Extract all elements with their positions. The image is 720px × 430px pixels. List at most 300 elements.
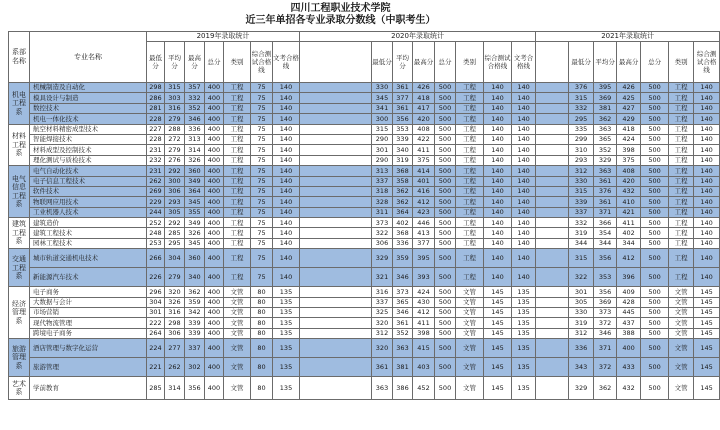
spacer-cell: [300, 134, 372, 144]
score-cell: 135: [512, 297, 536, 307]
score-cell: 文管: [669, 308, 694, 318]
score-cell: 500: [435, 377, 456, 400]
score-cell: 140: [512, 124, 536, 134]
spacer-cell: [300, 218, 372, 228]
score-cell: 140: [484, 155, 512, 165]
score-cell: 500: [641, 103, 669, 113]
major-name-cell: 市场营销: [30, 308, 147, 318]
score-cell: 工程: [669, 249, 694, 268]
admission-score-table: [8, 31, 720, 400]
table-row: [9, 197, 720, 207]
score-cell: 412: [413, 308, 435, 318]
score-cell: 346: [393, 268, 413, 287]
table-row: [9, 155, 720, 165]
score-cell: 417: [413, 103, 435, 113]
score-cell: 352: [185, 103, 205, 113]
table-row: [9, 339, 720, 358]
score-cell: 422: [413, 134, 435, 144]
score-cell: 工程: [669, 238, 694, 248]
score-cell: 272: [165, 134, 185, 144]
score-cell: 75: [251, 207, 273, 217]
score-cell: 145: [694, 287, 720, 297]
score-cell: 文管: [456, 308, 484, 318]
spacer-cell: [300, 358, 372, 377]
score-cell: 500: [435, 358, 456, 377]
score-cell: 500: [435, 249, 456, 268]
score-cell: 140: [512, 238, 536, 248]
spacer-cell: [536, 287, 569, 297]
score-cell: 362: [393, 186, 413, 196]
score-cell: 336: [393, 238, 413, 248]
score-cell: 140: [512, 155, 536, 165]
major-name-cell: 模具设计与制造: [30, 93, 147, 103]
spacer-cell: [536, 145, 569, 155]
score-cell: 326: [185, 155, 205, 165]
score-cell: 140: [273, 103, 300, 113]
score-cell: 375: [617, 155, 641, 165]
score-cell: 工程: [456, 114, 484, 124]
col-comprehensive-line: 综合测试合格线: [251, 42, 273, 83]
score-cell: 500: [641, 328, 669, 338]
score-cell: 500: [435, 114, 456, 124]
score-cell: 372: [594, 318, 617, 328]
score-cell: 381: [594, 103, 617, 113]
score-cell: 140: [694, 166, 720, 176]
score-cell: 工程: [224, 103, 251, 113]
score-cell: 文管: [669, 328, 694, 338]
col-max: 最高分: [413, 42, 435, 83]
table-body: [9, 83, 720, 400]
score-cell: 140: [512, 249, 536, 268]
score-cell: 352: [393, 328, 413, 338]
score-cell: 316: [372, 287, 393, 297]
score-cell: 75: [251, 124, 273, 134]
score-cell: 工程: [224, 186, 251, 196]
year-header-row: [9, 32, 720, 42]
col-comprehensive-line: 综合测试合格线: [694, 42, 720, 83]
score-cell: 356: [594, 287, 617, 297]
score-cell: 500: [641, 83, 669, 93]
score-cell: 302: [185, 358, 205, 377]
spacer-cell: [300, 145, 372, 155]
score-cell: 500: [641, 218, 669, 228]
spacer-cell: [536, 297, 569, 307]
dept-name-cell: 建筑工程系: [9, 218, 30, 249]
score-cell: 145: [694, 297, 720, 307]
score-cell: 426: [617, 83, 641, 93]
score-cell: 工程: [456, 145, 484, 155]
score-cell: 337: [372, 297, 393, 307]
spacer-cell: [300, 238, 372, 248]
major-name-cell: 机械制造及自动化: [30, 83, 147, 93]
score-cell: 344: [569, 238, 594, 248]
score-cell: 365: [594, 134, 617, 144]
score-cell: 工程: [456, 103, 484, 113]
spacer-cell: [536, 339, 569, 358]
score-cell: 337: [569, 207, 594, 217]
score-cell: 140: [273, 83, 300, 93]
col-category: 类别: [456, 42, 484, 83]
score-cell: 140: [484, 83, 512, 93]
score-cell: 145: [694, 339, 720, 358]
major-name-cell: 航空材料精密成型技术: [30, 124, 147, 134]
score-cell: 427: [617, 103, 641, 113]
score-cell: 315: [569, 186, 594, 196]
score-cell: 400: [205, 83, 224, 93]
col-min: 最低分: [569, 42, 594, 83]
score-cell: 140: [694, 155, 720, 165]
table-row: [9, 328, 720, 338]
score-cell: 400: [205, 103, 224, 113]
score-cell: 414: [413, 166, 435, 176]
score-cell: 工程: [224, 249, 251, 268]
score-cell: 319: [569, 228, 594, 238]
score-cell: 75: [251, 186, 273, 196]
score-cell: 301: [372, 145, 393, 155]
score-cell: 工程: [456, 249, 484, 268]
score-cell: 140: [273, 197, 300, 207]
score-cell: 330: [372, 83, 393, 93]
score-cell: 398: [617, 145, 641, 155]
score-cell: 445: [617, 308, 641, 318]
score-cell: 工程: [669, 155, 694, 165]
score-cell: 339: [185, 318, 205, 328]
score-cell: 400: [205, 268, 224, 287]
score-cell: 400: [205, 166, 224, 176]
col-category: 类别: [224, 42, 251, 83]
score-cell: 388: [617, 328, 641, 338]
score-cell: 368: [393, 166, 413, 176]
score-cell: 288: [165, 124, 185, 134]
score-cell: 369: [594, 297, 617, 307]
score-cell: 408: [617, 166, 641, 176]
spacer-cell: [300, 176, 372, 186]
score-cell: 文管: [669, 318, 694, 328]
score-cell: 266: [147, 249, 165, 268]
score-cell: 328: [372, 197, 393, 207]
score-cell: 500: [641, 377, 669, 400]
score-cell: 299: [569, 134, 594, 144]
score-cell: 344: [617, 238, 641, 248]
score-cell: 315: [372, 124, 393, 134]
score-cell: 145: [484, 308, 512, 318]
score-cell: 446: [413, 218, 435, 228]
score-cell: 269: [147, 186, 165, 196]
score-cell: 276: [165, 155, 185, 165]
score-cell: 371: [594, 339, 617, 358]
score-cell: 312: [569, 166, 594, 176]
score-cell: 145: [484, 377, 512, 400]
document-subtitle: 近三年单招各专业录取分数线（中职考生）: [245, 15, 436, 26]
table-row: [9, 166, 720, 176]
score-cell: 408: [413, 124, 435, 134]
score-cell: 430: [413, 297, 435, 307]
score-cell: 140: [694, 145, 720, 155]
score-cell: 329: [372, 249, 393, 268]
score-cell: 262: [165, 358, 185, 377]
year-2020-header: 2020年录取统计: [300, 32, 536, 42]
score-cell: 293: [165, 197, 185, 207]
score-cell: 工程: [224, 83, 251, 93]
score-cell: 305: [569, 297, 594, 307]
spacer-cell: [300, 377, 372, 400]
score-cell: 500: [641, 93, 669, 103]
score-cell: 500: [641, 339, 669, 358]
score-cell: 135: [273, 377, 300, 400]
score-cell: 321: [372, 268, 393, 287]
score-cell: 400: [205, 228, 224, 238]
score-cell: 140: [484, 176, 512, 186]
table-row: [9, 93, 720, 103]
score-cell: 360: [185, 249, 205, 268]
score-cell: 293: [569, 155, 594, 165]
score-cell: 文管: [456, 339, 484, 358]
table-row: [9, 358, 720, 377]
score-cell: 500: [435, 297, 456, 307]
dept-name-cell: 电气信息工程系: [9, 166, 30, 218]
score-cell: 252: [147, 218, 165, 228]
major-name-cell: 跨境电子商务: [30, 328, 147, 338]
score-cell: 363: [372, 377, 393, 400]
score-cell: 工程: [224, 114, 251, 124]
score-cell: 工程: [669, 186, 694, 196]
score-cell: 403: [413, 358, 435, 377]
score-cell: 355: [185, 207, 205, 217]
score-cell: 329: [569, 377, 594, 400]
score-cell: 140: [512, 103, 536, 113]
score-cell: 80: [251, 339, 273, 358]
score-cell: 365: [393, 297, 413, 307]
score-cell: 工程: [224, 228, 251, 238]
col-total: 总分: [641, 42, 669, 83]
score-cell: 424: [617, 134, 641, 144]
score-cell: 298: [147, 83, 165, 93]
spacer-cell: [536, 268, 569, 287]
score-cell: 140: [512, 207, 536, 217]
score-cell: 500: [641, 155, 669, 165]
score-cell: 346: [393, 308, 413, 318]
score-cell: 306: [165, 328, 185, 338]
score-cell: 303: [165, 93, 185, 103]
score-cell: 356: [393, 114, 413, 124]
score-cell: 396: [617, 268, 641, 287]
score-cell: 75: [251, 145, 273, 155]
score-cell: 345: [185, 238, 205, 248]
score-cell: 工程: [456, 155, 484, 165]
score-cell: 319: [393, 155, 413, 165]
score-cell: 316: [165, 308, 185, 318]
score-cell: 229: [147, 197, 165, 207]
score-cell: 工程: [224, 207, 251, 217]
score-cell: 75: [251, 176, 273, 186]
spacer-cell: [536, 228, 569, 238]
score-cell: 工程: [669, 83, 694, 93]
major-name-cell: 园林工程技术: [30, 238, 147, 248]
major-name-cell: 旅游管理: [30, 358, 147, 377]
score-cell: 400: [205, 186, 224, 196]
score-cell: 工程: [224, 166, 251, 176]
score-cell: 140: [484, 268, 512, 287]
score-cell: 377: [413, 238, 435, 248]
score-cell: 135: [512, 328, 536, 338]
score-cell: 361: [393, 103, 413, 113]
score-cell: 320: [165, 287, 185, 297]
score-cell: 373: [393, 287, 413, 297]
score-cell: 140: [512, 186, 536, 196]
score-cell: 330: [569, 176, 594, 186]
spacer-cell: [536, 207, 569, 217]
dept-name-cell: 材料工程系: [9, 124, 30, 166]
spacer-cell: [300, 114, 372, 124]
col-spacer: [300, 42, 372, 83]
score-cell: 文管: [669, 297, 694, 307]
major-name-cell: 物联网应用技术: [30, 197, 147, 207]
score-cell: 343: [569, 358, 594, 377]
score-cell: 314: [185, 145, 205, 155]
score-cell: 344: [594, 238, 617, 248]
spacer-cell: [300, 166, 372, 176]
spacer-cell: [300, 207, 372, 217]
score-cell: 140: [273, 268, 300, 287]
spacer-cell: [536, 134, 569, 144]
spacer-cell: [300, 103, 372, 113]
score-cell: 工程: [456, 176, 484, 186]
score-cell: 429: [617, 114, 641, 124]
table-row: [9, 218, 720, 228]
score-cell: 500: [641, 308, 669, 318]
score-cell: 244: [147, 207, 165, 217]
score-cell: 362: [185, 287, 205, 297]
score-cell: 342: [185, 308, 205, 318]
score-cell: 420: [617, 176, 641, 186]
score-cell: 145: [484, 287, 512, 297]
spacer-cell: [300, 83, 372, 93]
score-cell: 75: [251, 114, 273, 124]
score-cell: 140: [484, 249, 512, 268]
score-cell: 140: [694, 176, 720, 186]
major-name-cell: 电子商务: [30, 287, 147, 297]
score-cell: 381: [393, 358, 413, 377]
score-cell: 145: [694, 358, 720, 377]
score-cell: 411: [413, 145, 435, 155]
score-cell: 工程: [669, 207, 694, 217]
score-cell: 227: [147, 124, 165, 134]
score-cell: 文管: [224, 308, 251, 318]
score-cell: 135: [512, 318, 536, 328]
col-spacer: [536, 42, 569, 83]
spacer-cell: [536, 318, 569, 328]
score-cell: 140: [273, 134, 300, 144]
score-cell: 80: [251, 358, 273, 377]
score-cell: 500: [641, 318, 669, 328]
dept-name-cell: 机电工程系: [9, 83, 30, 125]
score-cell: 400: [205, 358, 224, 377]
score-cell: 360: [185, 166, 205, 176]
col-avg: 平均分: [393, 42, 413, 83]
score-cell: 140: [512, 166, 536, 176]
score-cell: 330: [569, 308, 594, 318]
score-cell: 363: [393, 339, 413, 358]
score-cell: 500: [641, 176, 669, 186]
score-cell: 400: [205, 238, 224, 248]
score-cell: 361: [393, 318, 413, 328]
score-cell: 500: [641, 166, 669, 176]
spacer-cell: [300, 249, 372, 268]
major-name-cell: 工业机器人技术: [30, 207, 147, 217]
score-cell: 75: [251, 268, 273, 287]
score-cell: 301: [569, 287, 594, 297]
score-cell: 140: [484, 103, 512, 113]
score-cell: 文管: [669, 377, 694, 400]
score-cell: 349: [185, 218, 205, 228]
score-cell: 316: [165, 103, 185, 113]
score-cell: 500: [435, 308, 456, 318]
major-name-cell: 理化测试与质检技术: [30, 155, 147, 165]
score-cell: 339: [185, 328, 205, 338]
score-cell: 140: [273, 238, 300, 248]
score-cell: 352: [594, 145, 617, 155]
score-cell: 304: [165, 249, 185, 268]
score-cell: 311: [372, 207, 393, 217]
score-cell: 140: [273, 249, 300, 268]
major-name-cell: 材料成型及控制技术: [30, 145, 147, 155]
score-cell: 135: [273, 287, 300, 297]
score-cell: 500: [435, 228, 456, 238]
score-cell: 285: [165, 228, 185, 238]
score-cell: 371: [594, 207, 617, 217]
score-cell: 279: [165, 145, 185, 155]
spacer-cell: [536, 114, 569, 124]
col-avg: 平均分: [165, 42, 185, 83]
score-cell: 工程: [224, 176, 251, 186]
score-cell: 377: [393, 93, 413, 103]
score-cell: 500: [641, 197, 669, 207]
score-cell: 368: [393, 228, 413, 238]
score-cell: 工程: [224, 218, 251, 228]
score-cell: 295: [165, 238, 185, 248]
score-cell: 500: [435, 318, 456, 328]
score-cell: 500: [641, 287, 669, 297]
score-cell: 437: [617, 318, 641, 328]
score-cell: 75: [251, 166, 273, 176]
score-cell: 135: [273, 297, 300, 307]
score-cell: 361: [372, 358, 393, 377]
score-cell: 75: [251, 83, 273, 93]
score-cell: 398: [413, 328, 435, 338]
major-name-cell: 酒店管理与数字化运营: [30, 339, 147, 358]
score-cell: 500: [641, 134, 669, 144]
score-cell: 140: [484, 134, 512, 144]
table-row: [9, 377, 720, 400]
year-2019-header: 2019年录取统计: [147, 32, 300, 42]
score-cell: 140: [273, 145, 300, 155]
spacer-cell: [300, 328, 372, 338]
score-cell: 335: [569, 124, 594, 134]
score-cell: 412: [413, 197, 435, 207]
dept-name-cell: 旅游管理系: [9, 339, 30, 377]
score-cell: 75: [251, 155, 273, 165]
score-cell: 500: [641, 114, 669, 124]
score-cell: 400: [205, 377, 224, 400]
score-cell: 140: [273, 124, 300, 134]
score-cell: 224: [147, 339, 165, 358]
score-cell: 140: [694, 186, 720, 196]
spacer-cell: [300, 339, 372, 358]
score-cell: 409: [617, 287, 641, 297]
score-cell: 285: [147, 377, 165, 400]
score-cell: 工程: [456, 228, 484, 238]
score-cell: 231: [147, 166, 165, 176]
